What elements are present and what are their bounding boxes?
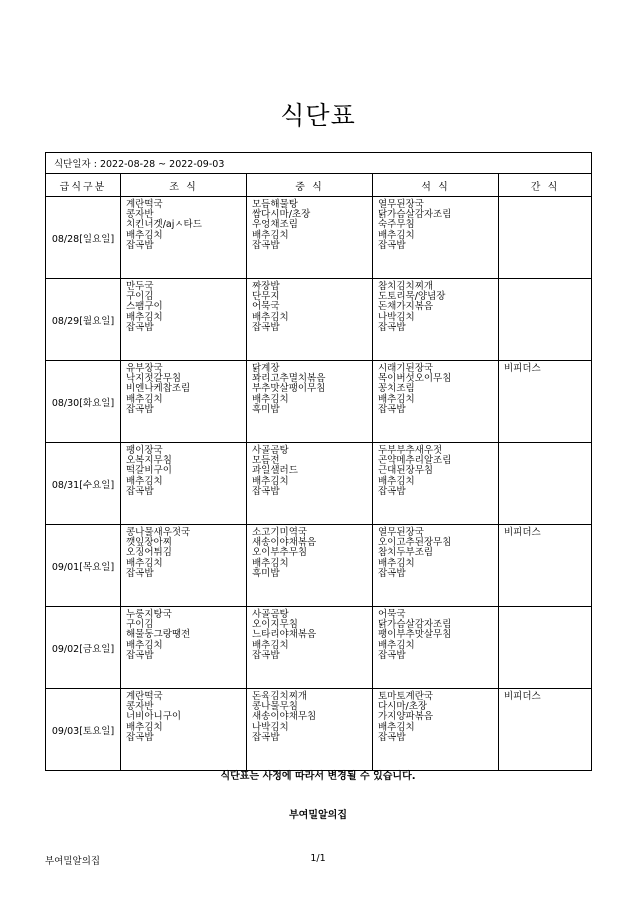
- day-row: [46, 525, 592, 607]
- menu-item: 배추김치: [252, 475, 289, 487]
- menu-item: 잡곡밥: [252, 649, 280, 661]
- lunch-cell: [247, 197, 373, 279]
- menu-item: 콩나물새우젓국: [126, 527, 191, 538]
- lunch-cell: [247, 689, 373, 771]
- menu-item: 목이버섯오이무침: [378, 373, 452, 385]
- lunch-cell: [247, 525, 373, 607]
- menu-item: 닭가슴살감자조림: [378, 619, 452, 631]
- day-row: [46, 279, 592, 361]
- menu-item: 배추김치: [252, 311, 289, 323]
- menu-item: 배추김치: [252, 639, 289, 651]
- menu-item: 구이김: [126, 291, 154, 303]
- menu-item: 참치김치찌개: [378, 281, 434, 292]
- menu-item: 팽이장국: [126, 445, 163, 456]
- menu-item: 모듬해물탕: [252, 199, 298, 210]
- menu-item: 낙지젓갈무침: [126, 373, 182, 385]
- menu-item: 만두국: [126, 281, 154, 292]
- date-cell: 09/02[금요일]: [46, 607, 121, 689]
- menu-item: 구이김: [126, 619, 154, 631]
- menu-item: 비엔나케찹조림: [126, 383, 191, 395]
- menu-item: 꽁치조림: [378, 383, 415, 395]
- menu-item: 돈채가지볶음: [378, 301, 434, 313]
- menu-item: 근대된장무침: [378, 465, 434, 477]
- header-snack: 간 식: [499, 174, 592, 197]
- menu-item: 비피더스: [504, 527, 541, 538]
- date-cell: 08/29[월요일]: [46, 279, 121, 361]
- menu-item: 배추김치: [126, 229, 163, 241]
- menu-item: 배추김치: [126, 393, 163, 405]
- menu-item: 어묵국: [378, 609, 406, 620]
- menu-item: 잡곡밥: [378, 567, 406, 579]
- breakfast-cell: [121, 689, 247, 771]
- dinner-cell: [373, 279, 499, 361]
- menu-item: 잡곡밥: [378, 731, 406, 743]
- menu-item: 잡곡밥: [126, 731, 154, 743]
- menu-item: 배추김치: [252, 229, 289, 241]
- menu-item: 잡곡밥: [378, 485, 406, 497]
- menu-item: 비피더스: [504, 691, 541, 702]
- menu-item: 계란떡국: [126, 199, 163, 210]
- footer-organization: 부여밀알의집: [45, 856, 101, 867]
- dinner-cell: [373, 361, 499, 443]
- menu-item: 잡곡밥: [126, 239, 154, 251]
- menu-item: 계란떡국: [126, 691, 163, 702]
- menu-item: 잡곡밥: [252, 731, 280, 743]
- menu-item: 시래기된장국: [378, 363, 434, 374]
- snack-cell: [499, 361, 592, 443]
- menu-item: 참치두부조림: [378, 547, 434, 559]
- menu-item: 오이고추된장무침: [378, 537, 452, 549]
- breakfast-cell: [121, 361, 247, 443]
- menu-item: 배추김치: [252, 393, 289, 405]
- menu-item: 사골곰탕: [252, 445, 289, 456]
- menu-item: 해물동그랑땡전: [126, 629, 191, 641]
- menu-item: 어묵국: [252, 301, 280, 313]
- menu-item: 닭가슴살감자조림: [378, 209, 452, 221]
- menu-item: 배추김치: [252, 557, 289, 569]
- menu-item: 배추김치: [378, 557, 415, 569]
- day-row: [46, 197, 592, 279]
- dinner-cell: [373, 443, 499, 525]
- date-cell: 08/31[수요일]: [46, 443, 121, 525]
- menu-item: 오이부추무침: [252, 547, 308, 559]
- breakfast-cell: [121, 525, 247, 607]
- menu-item: 느타리야채볶음: [252, 629, 317, 641]
- snack-cell: [499, 525, 592, 607]
- menu-item: 오복지무침: [126, 455, 172, 467]
- menu-item: 다시마/초장: [378, 701, 428, 713]
- menu-item: 흑미밥: [252, 403, 280, 415]
- menu-item: 배추김치: [378, 475, 415, 487]
- menu-item: 잡곡밥: [252, 321, 280, 333]
- menu-item: 짜장밥: [252, 281, 280, 292]
- menu-item: 쌈다시마/초장: [252, 209, 311, 221]
- menu-item: 배추김치: [126, 311, 163, 323]
- day-row: [46, 689, 592, 771]
- snack-cell: [499, 443, 592, 525]
- menu-item: 단무지: [252, 291, 280, 303]
- menu-item: 비피더스: [504, 363, 541, 374]
- lunch-cell: [247, 279, 373, 361]
- menu-item: 잡곡밥: [126, 485, 154, 497]
- menu-item: 나박김치: [252, 721, 289, 733]
- dinner-cell: [373, 525, 499, 607]
- date-cell: 08/28[일요일]: [46, 197, 121, 279]
- menu-item: 깻잎장아찌: [126, 537, 172, 549]
- day-row: [46, 443, 592, 525]
- menu-item: 팽이부추맛살무침: [378, 629, 452, 641]
- header-meal-type: 급식구분: [46, 174, 121, 197]
- menu-item: 배추김치: [126, 721, 163, 733]
- header-breakfast: 조 식: [121, 174, 247, 197]
- page-number: 1/1: [310, 853, 326, 864]
- breakfast-cell: [121, 443, 247, 525]
- dinner-cell: [373, 197, 499, 279]
- snack-cell: [499, 689, 592, 771]
- menu-item: 가지양파볶음: [378, 711, 434, 723]
- menu-item: 숙주무침: [378, 219, 415, 231]
- menu-item: 콩자반: [126, 701, 154, 713]
- menu-item: 누룽지탕국: [126, 609, 172, 620]
- menu-item: 도토리묵/양념장: [378, 291, 446, 303]
- menu-item: 유부장국: [126, 363, 163, 374]
- menu-item: 배추김치: [378, 639, 415, 651]
- lunch-cell: [247, 607, 373, 689]
- change-notice: 식단표는 사정에 따라서 변경될 수 있습니다.: [220, 771, 416, 782]
- menu-item: 흑미밥: [252, 567, 280, 579]
- menu-item: 잡곡밥: [252, 485, 280, 497]
- menu-item: 콩자반: [126, 209, 154, 221]
- menu-table: [45, 152, 592, 771]
- header-lunch: 중 식: [247, 174, 373, 197]
- date-cell: 08/30[화요일]: [46, 361, 121, 443]
- organization-name: 부여밀알의집: [289, 810, 347, 821]
- menu-item: 소고기미역국: [252, 527, 308, 538]
- breakfast-cell: [121, 197, 247, 279]
- snack-cell: [499, 607, 592, 689]
- menu-item: 새송이야채볶음: [252, 537, 317, 549]
- breakfast-cell: [121, 279, 247, 361]
- snack-cell: [499, 279, 592, 361]
- menu-item: 곤약메추리알조림: [378, 455, 452, 467]
- breakfast-cell: [121, 607, 247, 689]
- menu-item: 닭계장: [252, 363, 280, 374]
- menu-item: 잡곡밥: [126, 321, 154, 333]
- menu-item: 잡곡밥: [378, 649, 406, 661]
- date-cell: 09/01[목요일]: [46, 525, 121, 607]
- menu-item: 사골곰탕: [252, 609, 289, 620]
- snack-cell: [499, 197, 592, 279]
- menu-item: 두부부추새우젓: [378, 445, 443, 456]
- menu-item: 배추김치: [378, 721, 415, 733]
- page-title: 식단표: [280, 101, 356, 130]
- day-row: [46, 361, 592, 443]
- menu-item: 배추김치: [126, 639, 163, 651]
- lunch-cell: [247, 443, 373, 525]
- menu-item: 잡곡밥: [126, 567, 154, 579]
- menu-item: 배추김치: [378, 393, 415, 405]
- menu-item: 콩나물무침: [252, 701, 298, 713]
- dinner-cell: [373, 689, 499, 771]
- menu-item: 배추김치: [378, 229, 415, 241]
- lunch-cell: [247, 361, 373, 443]
- menu-item: 잡곡밥: [126, 403, 154, 415]
- header-row: [46, 174, 592, 197]
- menu-item: 열무된장국: [378, 199, 424, 210]
- header-dinner: 석 식: [373, 174, 499, 197]
- menu-item: 부추맛살팽이무침: [252, 383, 326, 395]
- menu-item: 과일샐러드: [252, 465, 298, 477]
- menu-item: 꽈리고추멸치볶음: [252, 373, 326, 385]
- menu-item: 스팸구이: [126, 301, 163, 313]
- menu-item: 나박김치: [378, 311, 415, 323]
- menu-item: 배추김치: [126, 475, 163, 487]
- date-cell: 09/03[토요일]: [46, 689, 121, 771]
- menu-item: 떡갈비구이: [126, 465, 172, 477]
- menu-item: 모듬전: [252, 455, 280, 467]
- menu-item: 너비아니구이: [126, 711, 182, 723]
- menu-item: 잡곡밥: [378, 403, 406, 415]
- menu-item: 잡곡밥: [378, 321, 406, 333]
- menu-item: 잡곡밥: [252, 239, 280, 251]
- day-row: [46, 607, 592, 689]
- menu-item: 토마토계란국: [378, 691, 434, 702]
- menu-item: 우엉채조림: [252, 219, 298, 231]
- menu-item: 잡곡밥: [378, 239, 406, 251]
- menu-period: 식단일자 : 2022-08-28 ~ 2022-09-03: [46, 153, 592, 174]
- menu-item: 오이지무침: [252, 619, 298, 631]
- dinner-cell: [373, 607, 499, 689]
- menu-item: 돈육김치찌개: [252, 691, 308, 702]
- menu-item: 치킨너겟/ajㅅ타드: [126, 219, 202, 231]
- menu-item: 오징어튀김: [126, 547, 172, 559]
- menu-item: 배추김치: [126, 557, 163, 569]
- menu-item: 열무된장국: [378, 527, 424, 538]
- menu-item: 새송이야채무침: [252, 711, 317, 723]
- menu-item: 잡곡밥: [126, 649, 154, 661]
